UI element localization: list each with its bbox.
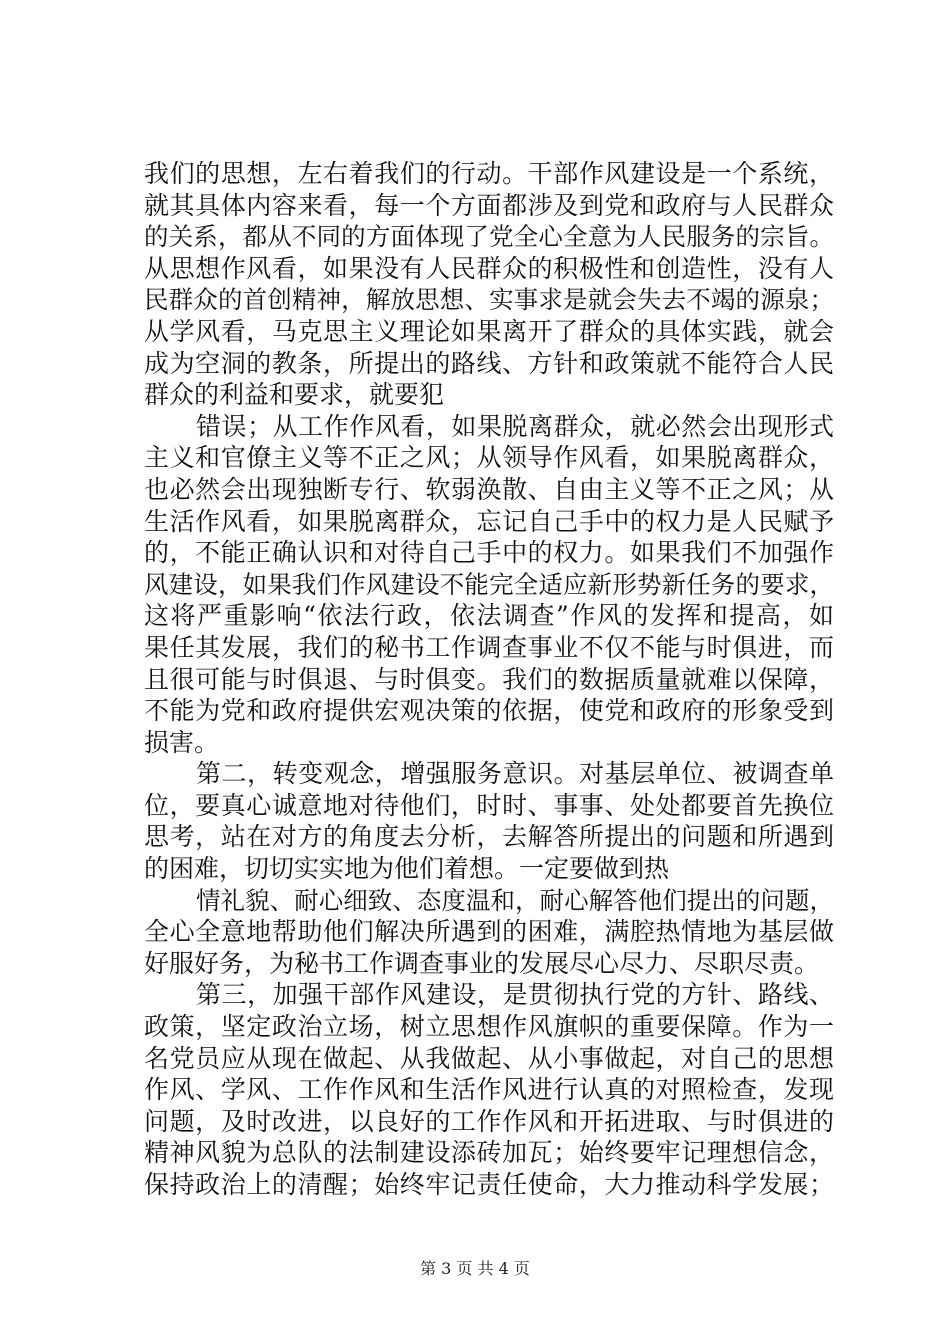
text-line: 这将严重影响“依法行政，依法调查”作风的发挥和提高，如 <box>144 601 834 631</box>
text-line: 问题，及时改进，以良好的工作作风和开拓进取、与时俱进的 <box>144 1106 834 1136</box>
document-body <box>144 158 834 1201</box>
page-footer <box>0 1256 950 1279</box>
text-line: 的，不能正确认识和对待自己手中的权力。如果我们不加强作 <box>144 538 834 568</box>
text-line: 好服好务，为秘书工作调查事业的发展尽心尽力、尽职尽责。 <box>144 948 820 978</box>
text-line: 不能为党和政府提供宏观决策的依据，使党和政府的形象受到 <box>144 696 834 726</box>
text-line: 的困难，切切实实地为他们着想。一定要做到热 <box>144 854 670 884</box>
text-line: 第二，转变观念，增强服务意识。对基层单位、被调查单 <box>196 759 834 789</box>
text-line: 成为空洞的教条，所提出的路线、方针和政策就不能符合人民 <box>144 348 834 378</box>
text-line: 风建设，如果我们作风建设不能完全适应新形势新任务的要求， <box>144 569 834 599</box>
text-line: 生活作风看，如果脱离群众，忘记自己手中的权力是人民赋予 <box>144 506 834 536</box>
text-line: 果任其发展，我们的秘书工作调查事业不仅不能与时俱进，而 <box>144 632 834 662</box>
text-line: 我们的思想，左右着我们的行动。干部作风建设是一个系统， <box>144 159 834 188</box>
text-line: 第三，加强干部作风建设，是贯彻执行党的方针、路线、 <box>196 980 834 1010</box>
text-line: 错误；从工作作风看，如果脱离群众，就必然会出现形式 <box>196 411 834 441</box>
text-line: 从思想作风看，如果没有人民群众的积极性和创造性，没有人 <box>144 253 834 283</box>
text-line: 的关系，都从不同的方面体现了党全心全意为人民服务的宗旨。 <box>144 222 834 252</box>
text-line: 民群众的首创精神，解放思想、实事求是就会失去不竭的源泉； <box>144 285 834 315</box>
text-line: 也必然会出现独断专行、软弱涣散、自由主义等不正之风；从 <box>144 474 834 504</box>
text-line: 且很可能与时俱退、与时俱变。我们的数据质量就难以保障， <box>144 664 834 694</box>
text-line: 群众的利益和要求，就要犯 <box>144 380 445 410</box>
text-line: 就其具体内容来看，每一个方面都涉及到党和政府与人民群众 <box>144 190 834 220</box>
text-line: 位，要真心诚意地对待他们，时时、事事、处处都要首先换位 <box>144 790 834 820</box>
text-line: 情礼貌、耐心细致、态度温和，耐心解答他们提出的问题， <box>196 885 834 915</box>
page-number: 第 3 页 共 4 页 <box>420 1259 530 1278</box>
text-line: 从学风看，马克思主义理论如果离开了群众的具体实践，就会 <box>144 316 834 346</box>
text-line: 损害。 <box>144 727 220 757</box>
text-line: 精神风貌为总队的法制建设添砖加瓦；始终要牢记理想信念， <box>144 1138 834 1168</box>
text-line: 作风、学风、工作作风和生活作风进行认真的对照检查，发现 <box>144 1075 834 1105</box>
text-line: 政策，坚定政治立场，树立思想作风旗帜的重要保障。作为一 <box>144 1012 834 1042</box>
text-line: 名党员应从现在做起、从我做起、从小事做起，对自己的思想 <box>144 1043 834 1073</box>
text-line: 思考，站在对方的角度去分析，去解答所提出的问题和所遇到 <box>144 822 834 852</box>
text-line: 保持政治上的清醒；始终牢记责任使命，大力推动科学发展； <box>144 1170 834 1199</box>
text-line: 全心全意地帮助他们解决所遇到的困难，满腔热情地为基层做 <box>144 917 834 947</box>
text-line: 主义和官僚主义等不正之风；从领导作风看，如果脱离群众， <box>144 443 834 473</box>
